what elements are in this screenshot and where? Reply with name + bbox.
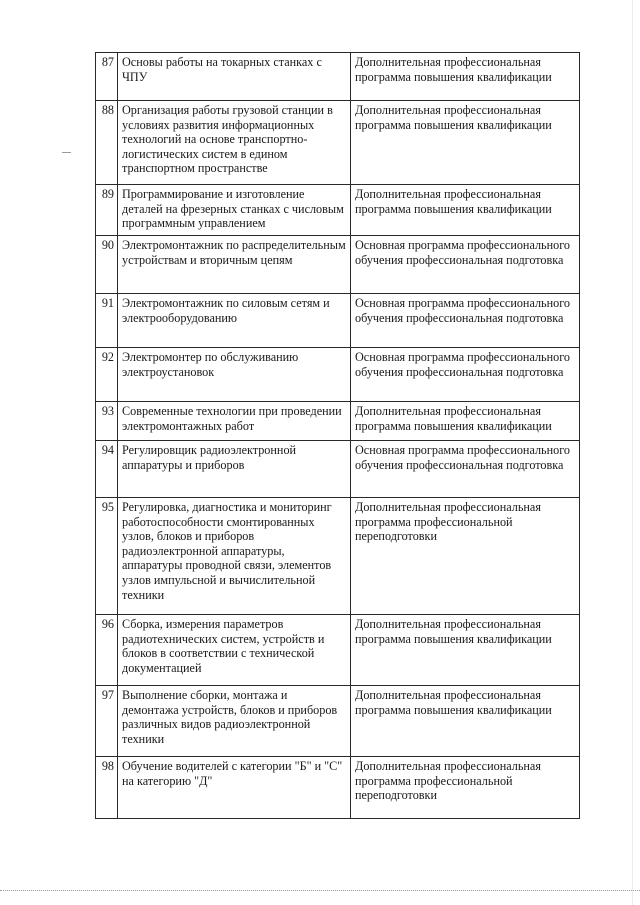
- program-name: Современные технологии при проведении электромонтажных работ: [118, 402, 351, 441]
- program-type: Основная программа профессионального обучения профессиональная подготовка: [351, 236, 580, 294]
- scan-mark: [62, 152, 71, 153]
- row-number: 92: [96, 348, 118, 402]
- program-name: Выполнение сборки, монтажа и демонтажа устройств, блоков и приборов различных видов радиоэлектронной техники: [118, 686, 351, 757]
- table-row: [96, 348, 580, 402]
- program-type: Основная программа профессионального обучения профессиональная подготовка: [351, 348, 580, 402]
- program-name: Электромонтажник по распределительным устройствам и вторичным цепям: [118, 236, 351, 294]
- program-name: Электромонтер по обслуживанию электроустановок: [118, 348, 351, 402]
- table-row: [96, 185, 580, 236]
- table-row: [96, 236, 580, 294]
- row-number: 96: [96, 615, 118, 686]
- program-name: Регулировка, диагностика и мониторинг работоспособности смонтированных узлов, блоков и приборов радиоэлектронной аппаратуры, аппаратуры проводной связи, элементов узлов импульсной и вычислительной техники: [118, 498, 351, 615]
- program-name: Регулировщик радиоэлектронной аппаратуры и приборов: [118, 441, 351, 498]
- program-type: Дополнительная профессиональная программа повышения квалификации: [351, 185, 580, 236]
- table-row: [96, 615, 580, 686]
- program-type: Дополнительная профессиональная программа повышения квалификации: [351, 101, 580, 185]
- program-type: Основная программа профессионального обучения профессиональная подготовка: [351, 441, 580, 498]
- row-number: 87: [96, 53, 118, 101]
- row-number: 88: [96, 101, 118, 185]
- table-row: [96, 441, 580, 498]
- row-number: 95: [96, 498, 118, 615]
- program-type: Дополнительная профессиональная программа профессиональной переподготовки: [351, 498, 580, 615]
- row-number: 90: [96, 236, 118, 294]
- program-name: Программирование и изготовление деталей на фрезерных станках с числовым программным управлением: [118, 185, 351, 236]
- program-name: Сборка, измерения параметров радиотехнических систем, устройств и блоков в соответствии с технической документацией: [118, 615, 351, 686]
- program-type: Дополнительная профессиональная программа повышения квалификации: [351, 53, 580, 101]
- table-row: [96, 294, 580, 348]
- program-name: Организация работы грузовой станции в условиях развития информационных технологий на основе транспортно-логистических систем в едином транспортном пространстве: [118, 101, 351, 185]
- table-row: [96, 757, 580, 819]
- program-type: Дополнительная профессиональная программа повышения квалификации: [351, 402, 580, 441]
- scan-edge-line: [632, 0, 633, 905]
- table-row: [96, 53, 580, 101]
- row-number: 89: [96, 185, 118, 236]
- program-type: Дополнительная профессиональная программа повышения квалификации: [351, 686, 580, 757]
- programs-table: [95, 52, 580, 819]
- table-row: [96, 498, 580, 615]
- program-type: Основная программа профессионального обучения профессиональная подготовка: [351, 294, 580, 348]
- program-name: Электромонтажник по силовым сетям и электрооборудованию: [118, 294, 351, 348]
- row-number: 93: [96, 402, 118, 441]
- row-number: 94: [96, 441, 118, 498]
- table-row: [96, 402, 580, 441]
- program-type: Дополнительная профессиональная программа повышения квалификации: [351, 615, 580, 686]
- scan-footer-line: [0, 890, 640, 891]
- program-name: Основы работы на токарных станках с ЧПУ: [118, 53, 351, 101]
- program-name: Обучение водителей с категории "Б" и "С" на категорию "Д": [118, 757, 351, 819]
- table-row: [96, 686, 580, 757]
- row-number: 91: [96, 294, 118, 348]
- program-type: Дополнительная профессиональная программа профессиональной переподготовки: [351, 757, 580, 819]
- row-number: 97: [96, 686, 118, 757]
- row-number: 98: [96, 757, 118, 819]
- table-row: [96, 101, 580, 185]
